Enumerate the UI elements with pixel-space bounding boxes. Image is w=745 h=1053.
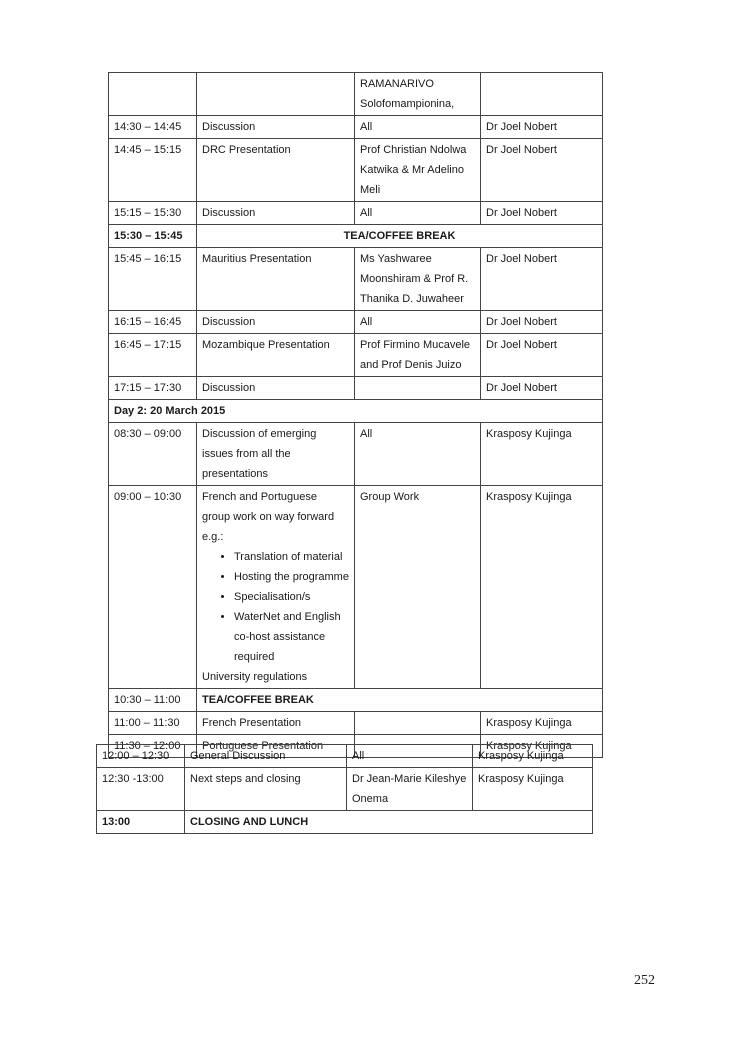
activity-cell-line: group work on way forward — [202, 511, 335, 523]
chair-cell: Dr Joel Nobert — [481, 202, 603, 225]
activity-cell: Portuguese Presentation — [197, 735, 355, 758]
activity-cell — [197, 423, 355, 486]
list-item: • Translation of material — [234, 547, 349, 567]
time-cell — [109, 73, 197, 116]
time-cell: 14:45 – 15:15 — [109, 139, 197, 202]
time-cell: 11:30 – 12:00 — [109, 735, 197, 758]
chair-cell: Krasposy Kujinga — [481, 735, 603, 758]
list-item: • Hosting the programme — [234, 567, 349, 587]
time-cell: 12:30 -13:00 — [97, 768, 185, 811]
table-row — [109, 486, 603, 689]
chair-cell — [481, 73, 603, 116]
presenter-cell: All — [355, 423, 481, 486]
activity-cell — [197, 73, 355, 116]
presenter-cell-line: All — [360, 316, 373, 328]
time-cell: 15:15 – 15:30 — [109, 202, 197, 225]
presenter-cell — [355, 139, 481, 202]
activity-cell: Next steps and closing — [185, 768, 347, 811]
presenter-cell-line: and Prof Denis Juizo — [360, 359, 462, 371]
time-cell: 16:45 – 17:15 — [109, 334, 197, 377]
chair-cell: Krasposy Kujinga — [473, 768, 593, 811]
presenter-cell-line: All — [360, 207, 373, 219]
break-time-cell: 10:30 – 11:00 — [109, 689, 197, 712]
presenter-cell — [347, 768, 473, 811]
activity-cell: General Discussion — [185, 745, 347, 768]
activity-tail: University regulations — [202, 671, 308, 683]
chair-cell: Dr Joel Nobert — [481, 334, 603, 377]
table-row — [109, 400, 603, 423]
activity-cell-line: e.g.: — [202, 531, 224, 543]
activity-cell: Discussion — [197, 377, 355, 400]
table-row — [109, 116, 603, 139]
chair-cell: Dr Joel Nobert — [481, 377, 603, 400]
presenter-cell-line: Thanika D. Juwaheer — [360, 293, 464, 305]
presenter-cell — [347, 745, 473, 768]
time-cell: 08:30 – 09:00 — [109, 423, 197, 486]
table-row — [109, 377, 603, 400]
activity-cell: Mauritius Presentation — [197, 248, 355, 311]
page-number: 252 — [634, 973, 655, 988]
time-cell: 17:15 – 17:30 — [109, 377, 197, 400]
table-row — [109, 712, 603, 735]
presenter-cell — [355, 202, 481, 225]
activity-cell: Mozambique Presentation — [197, 334, 355, 377]
list-item: • Specialisation/s — [234, 587, 349, 607]
table-row — [109, 423, 603, 486]
presenter-cell-line: All — [352, 750, 365, 762]
time-cell: 15:45 – 16:15 — [109, 248, 197, 311]
presenter-cell-line: Ms Yashwaree — [360, 253, 432, 265]
presenter-cell-line: Meli — [360, 184, 381, 196]
presenter-cell-line: Prof Firmino Mucavele — [360, 339, 471, 351]
break-label-cell: TEA/COFFEE BREAK — [197, 689, 603, 712]
presenter-cell-line: Katwika & Mr Adelino — [360, 164, 464, 176]
activity-cell: Discussion — [197, 311, 355, 334]
time-cell: 12:00 – 12:30 — [97, 745, 185, 768]
table-row — [97, 768, 593, 811]
schedule-table-main — [108, 72, 603, 758]
presenter-cell-line: Dr Jean-Marie Kileshye — [352, 773, 467, 785]
time-cell: 14:30 – 14:45 — [109, 116, 197, 139]
chair-cell: Dr Joel Nobert — [481, 139, 603, 202]
presenter-cell-line: Onema — [352, 793, 389, 805]
list-item: • WaterNet and English co-host assistance required — [234, 607, 349, 667]
table-row — [109, 689, 603, 712]
schedule-table-closing — [96, 744, 593, 834]
activity-cell-line: issues from all the — [202, 448, 291, 460]
chair-cell: Dr Joel Nobert — [481, 248, 603, 311]
time-cell: 11:00 – 11:30 — [109, 712, 197, 735]
activity-cell-line: presentations — [202, 468, 269, 480]
presenter-cell-line: Prof Christian Ndolwa — [360, 144, 467, 156]
chair-cell: Dr Joel Nobert — [481, 116, 603, 139]
table-row — [109, 311, 603, 334]
activity-cell-line: Discussion of emerging — [202, 428, 317, 440]
table-row — [109, 73, 603, 116]
chair-cell: Krasposy Kujinga — [481, 712, 603, 735]
table-row — [109, 334, 603, 377]
presenter-cell — [355, 712, 481, 735]
chair-cell: Krasposy Kujinga — [481, 486, 603, 689]
time-cell: 16:15 – 16:45 — [109, 311, 197, 334]
chair-cell: Krasposy Kujinga — [481, 423, 603, 486]
presenter-cell-line: RAMANARIVO — [360, 78, 434, 90]
presenter-cell — [355, 116, 481, 139]
time-cell: 09:00 – 10:30 — [109, 486, 197, 689]
activity-cell — [197, 486, 355, 689]
agenda-bullet-list — [202, 547, 349, 667]
chair-cell: Krasposy Kujinga — [473, 745, 593, 768]
break-label-cell: TEA/COFFEE BREAK — [197, 225, 603, 248]
presenter-cell-line: Solofomampionina, — [360, 98, 455, 110]
closing-label-cell: CLOSING AND LUNCH — [185, 811, 593, 834]
closing-time-cell: 13:00 — [97, 811, 185, 834]
presenter-cell — [355, 73, 481, 116]
activity-cell: Discussion — [197, 116, 355, 139]
activity-cell: Discussion — [197, 202, 355, 225]
presenter-cell-line: All — [360, 121, 373, 133]
table-row — [109, 225, 603, 248]
presenter-cell: Group Work — [355, 486, 481, 689]
presenter-cell-line: Moonshiram & Prof R. — [360, 273, 469, 285]
presenter-cell — [355, 377, 481, 400]
presenter-cell — [355, 311, 481, 334]
presenter-cell — [355, 248, 481, 311]
table-row — [97, 811, 593, 834]
table-row — [109, 139, 603, 202]
table-row — [97, 745, 593, 768]
activity-cell: French Presentation — [197, 712, 355, 735]
break-time-cell: 15:30 – 15:45 — [109, 225, 197, 248]
table-row — [109, 248, 603, 311]
day-heading: Day 2: 20 March 2015 — [109, 400, 603, 423]
activity-cell: DRC Presentation — [197, 139, 355, 202]
presenter-cell — [355, 334, 481, 377]
chair-cell: Dr Joel Nobert — [481, 311, 603, 334]
activity-cell-line: French and Portuguese — [202, 491, 317, 503]
table-row — [109, 202, 603, 225]
